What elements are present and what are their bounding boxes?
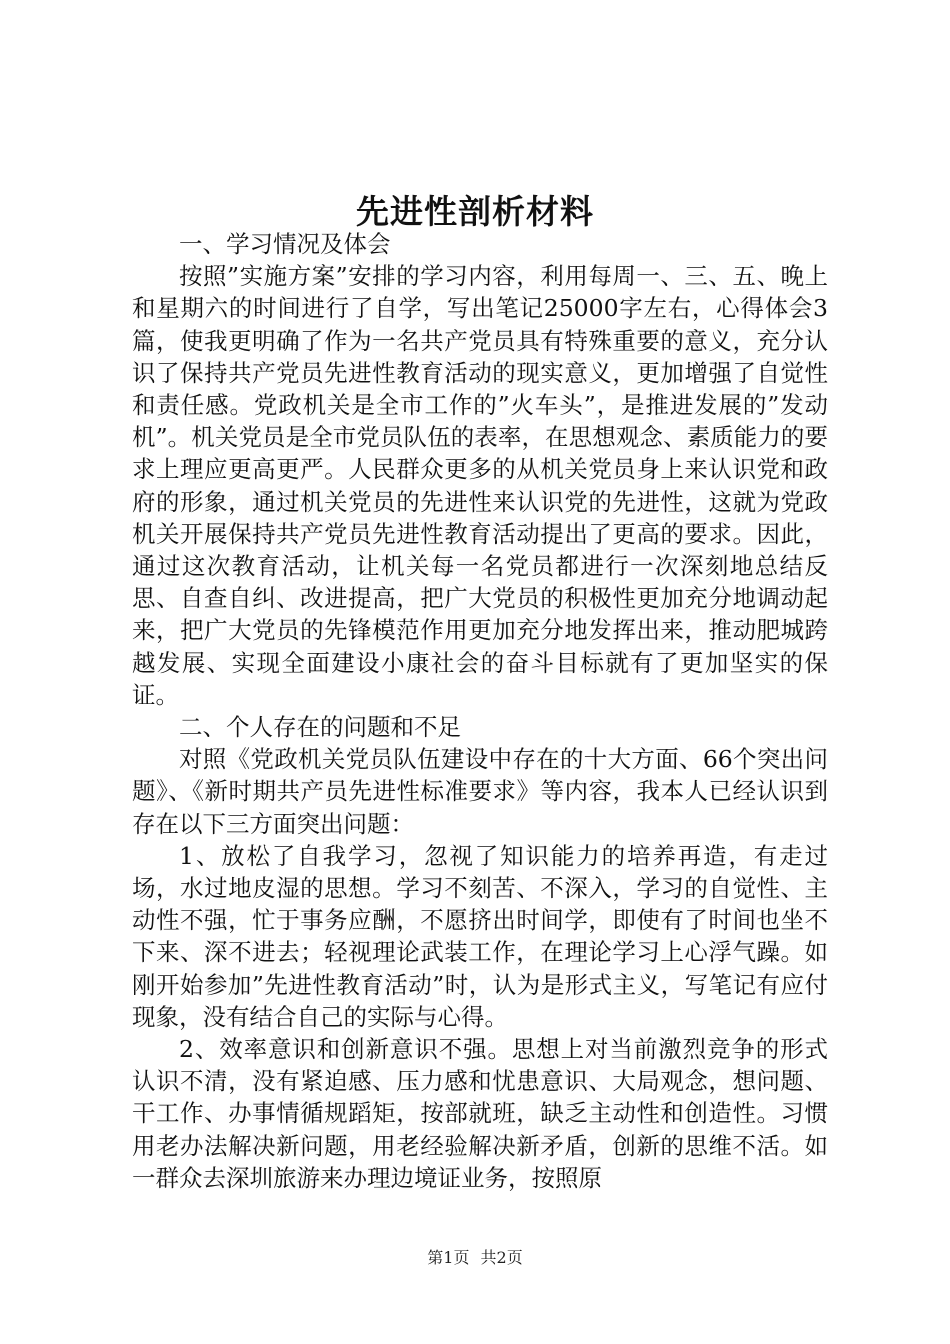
paragraph-problem-2: 2、效率意识和创新意识不强。思想上对当前激烈竞争的形式认识不清，没有紧迫感、压力感和忧患意识、大局观念，想问题、干工作、办事情循规蹈矩，按部就班，缺乏主动性和创造性。习惯用老办法解决新问题，用老经验解决新矛盾，创新的思维不活。如一群众去深圳旅游来办理边境证业务，按照原 [132,1035,828,1192]
page-total: 共2页 [480,1248,523,1267]
section-heading-1: 一、学习情况及体会 [179,230,391,258]
document-title: 先进性剖析材料 [356,192,594,231]
paragraph-study-details: 按照”实施方案”安排的学习内容，利用每周一、三、五、晚上和星期六的时间进行了自学，写出笔记25000字左右，心得体会3篇，使我更明确了作为一名共产党员具有特殊重要的意义，充分认识了保持共产党员先进性教育活动的现实意义，更加增强了自觉性和责任感。党政机关是全市工作的”火车头”，是推进发展的”发动机”。机关党员是全市党员队伍的表率，在思想观念、素质能力的要求上理应更高更严。人民群众更多的从机关党员身上来认识党和政府的形象，通过机关党员的先进性来认识党的先进性，这就为党政机关开展保持共产党员先进性教育活动提出了更高的要求。因此，通过这次教育活动，让机关每一名党员都进行一次深刻地总结反思、自查自纠、改进提高，把广大党员的积极性更加充分地调动起来，把广大党员的先锋模范作用更加充分地发挥出来，推动肥城跨越发展、实现全面建设小康社会的奋斗目标就有了更加坚实的保证。 [132,262,828,709]
page-footer [0,1245,950,1268]
paragraph-problem-1: 1、放松了自我学习，忽视了知识能力的培养再造，有走过场，水过地皮湿的思想。学习不刻苦、不深入，学习的自觉性、主动性不强，忙于事务应酬，不愿挤出时间学，即使有了时间也坐不下来、深不进去；轻视理论武装工作，在理论学习上心浮气躁。如刚开始参加”先进性教育活动”时，认为是形式主义，写笔记有应付现象，没有结合自己的实际与心得。 [132,841,828,1031]
document-body [132,228,828,1194]
page-number: 第1页 [427,1248,470,1267]
paragraph-problems-intro: 对照《党政机关党员队伍建设中存在的十大方面、66个突出问题》、《新时期共产员先进性标准要求》等内容，我本人已经认识到存在以下三方面突出问题： [132,745,828,838]
section-heading-2: 二、个人存在的问题和不足 [179,713,461,742]
